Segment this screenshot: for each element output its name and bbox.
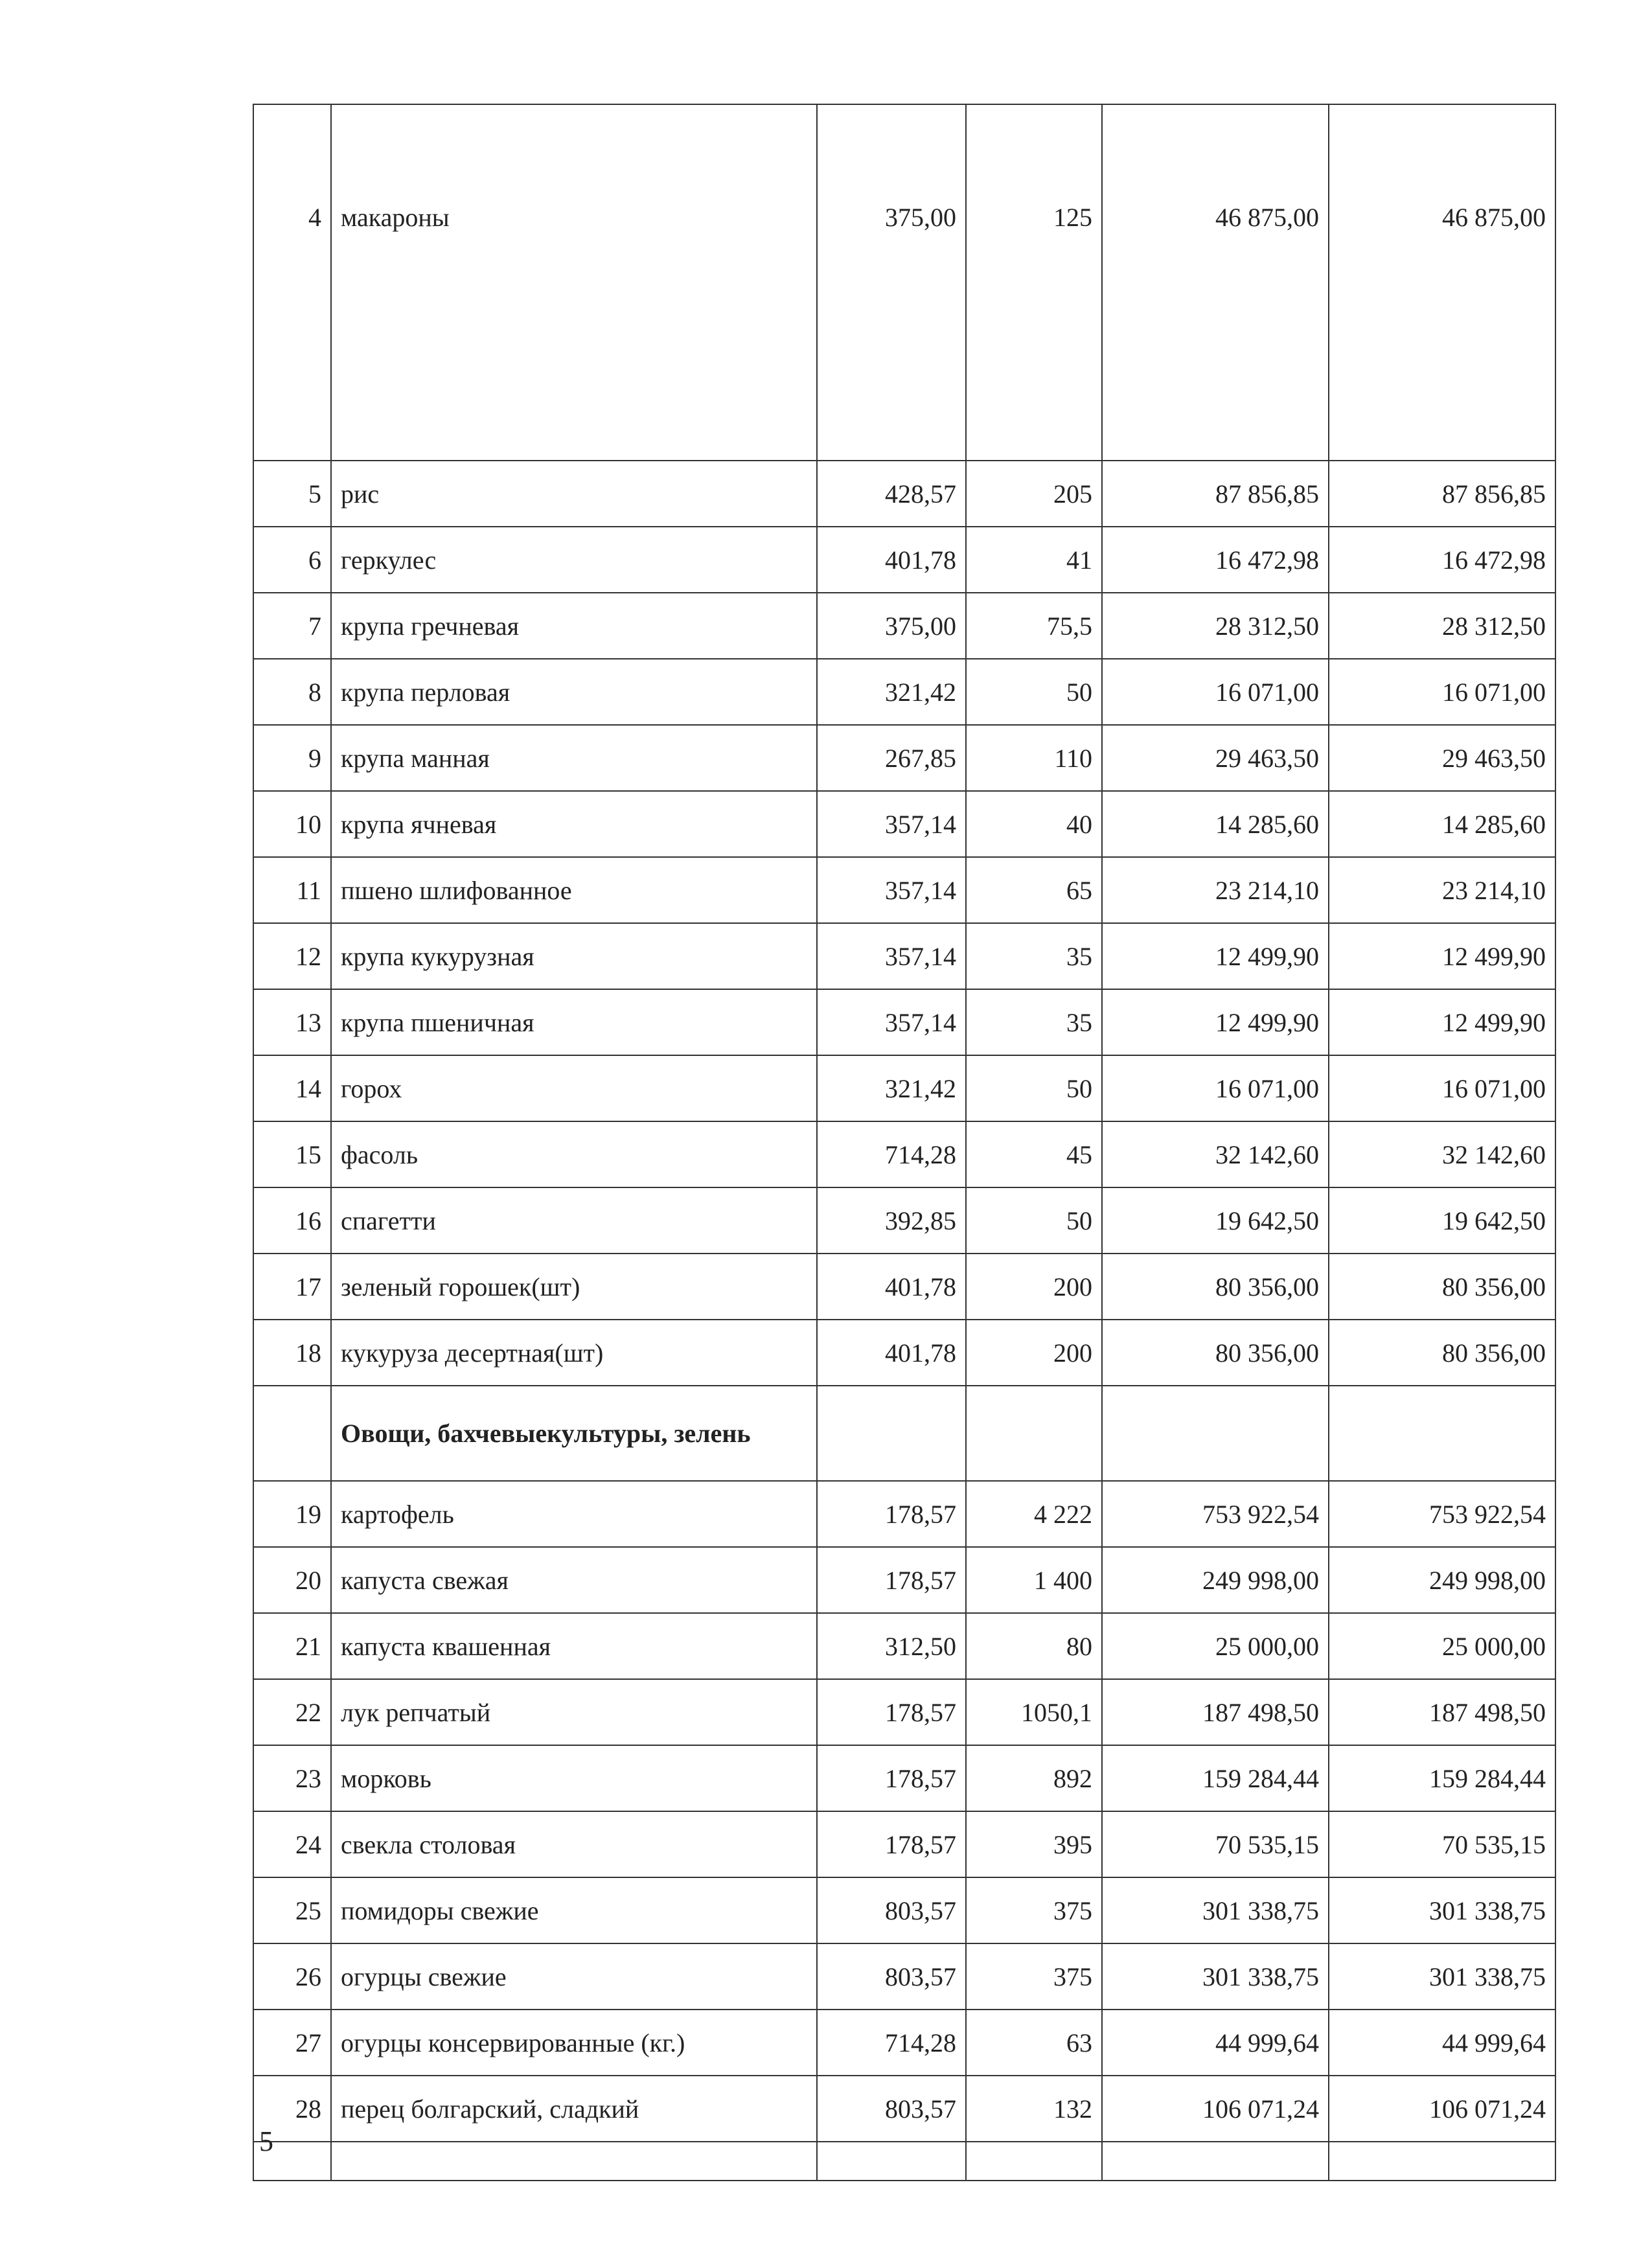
amount: 87 856,85: [1102, 461, 1329, 527]
quantity: 205: [966, 461, 1102, 527]
row-number: 26: [253, 1943, 331, 2010]
amount-total: 16 071,00: [1329, 1055, 1555, 1121]
item-name: лук репчатый: [331, 1679, 817, 1745]
unit-price: 375,00: [817, 104, 966, 461]
amount: 159 284,44: [1102, 1745, 1329, 1811]
amount-total: 44 999,64: [1329, 2010, 1555, 2076]
row-number: 27: [253, 2010, 331, 2076]
item-name: картофель: [331, 1481, 817, 1547]
amount: 12 499,90: [1102, 923, 1329, 989]
amount-total: 16 472,98: [1329, 527, 1555, 593]
row-number: 5: [253, 461, 331, 527]
unit-price: 401,78: [817, 1320, 966, 1386]
unit-price: 357,14: [817, 989, 966, 1055]
row-number: 12: [253, 923, 331, 989]
item-name: крупа кукурузная: [331, 923, 817, 989]
table-row: [253, 659, 1555, 725]
amount-total: 29 463,50: [1329, 725, 1555, 791]
quantity: 125: [966, 104, 1102, 461]
unit-price: 401,78: [817, 527, 966, 593]
item-name: огурцы консервированные (кг.): [331, 2010, 817, 2076]
amount: 29 463,50: [1102, 725, 1329, 791]
amount-total: 12 499,90: [1329, 923, 1555, 989]
quantity: 65: [966, 857, 1102, 923]
amount-total: 25 000,00: [1329, 1613, 1555, 1679]
amount-total: 23 214,10: [1329, 857, 1555, 923]
unit-price: 714,28: [817, 1121, 966, 1187]
table-row: [253, 1254, 1555, 1320]
amount-total: 301 338,75: [1329, 1943, 1555, 2010]
table-footer-gap: [253, 2142, 1555, 2181]
unit-price: 312,50: [817, 1613, 966, 1679]
amount: 23 214,10: [1102, 857, 1329, 923]
item-name: спагетти: [331, 1187, 817, 1254]
section-row: [253, 1386, 1555, 1481]
quantity: 40: [966, 791, 1102, 857]
amount-total: 301 338,75: [1329, 1877, 1555, 1943]
unit-price: 178,57: [817, 1811, 966, 1877]
item-name: свекла столовая: [331, 1811, 817, 1877]
row-number: 9: [253, 725, 331, 791]
amount-total: 80 356,00: [1329, 1254, 1555, 1320]
unit-price: 714,28: [817, 2010, 966, 2076]
unit-price: 401,78: [817, 1254, 966, 1320]
amount-total: 12 499,90: [1329, 989, 1555, 1055]
row-number: 13: [253, 989, 331, 1055]
table-row: [253, 1320, 1555, 1386]
item-name: огурцы свежие: [331, 1943, 817, 2010]
unit-price: 357,14: [817, 857, 966, 923]
amount-total: 187 498,50: [1329, 1679, 1555, 1745]
table-row: [253, 1613, 1555, 1679]
row-number: 20: [253, 1547, 331, 1613]
amount: 80 356,00: [1102, 1320, 1329, 1386]
page-number: 5: [259, 2125, 273, 2157]
quantity: 50: [966, 659, 1102, 725]
item-name: помидоры свежие: [331, 1877, 817, 1943]
quantity: 35: [966, 923, 1102, 989]
row-number: 8: [253, 659, 331, 725]
table-row: [253, 725, 1555, 791]
section-blank: [817, 1386, 966, 1481]
amount: 16 071,00: [1102, 1055, 1329, 1121]
table-row: [253, 104, 1555, 461]
unit-price: 428,57: [817, 461, 966, 527]
amount-total: 14 285,60: [1329, 791, 1555, 857]
row-number: 28: [253, 2076, 331, 2142]
item-name: крупа пшеничная: [331, 989, 817, 1055]
amount: 19 642,50: [1102, 1187, 1329, 1254]
amount-total: 70 535,15: [1329, 1811, 1555, 1877]
amount-total: 46 875,00: [1329, 104, 1555, 461]
blank-cell: [331, 2142, 817, 2181]
row-number: 18: [253, 1320, 331, 1386]
unit-price: 321,42: [817, 659, 966, 725]
row-number: 24: [253, 1811, 331, 1877]
table-row: [253, 1811, 1555, 1877]
unit-price: 357,14: [817, 791, 966, 857]
table-row: [253, 461, 1555, 527]
item-name: кукуруза десертная(шт): [331, 1320, 817, 1386]
table-row: [253, 2076, 1555, 2142]
table-row: [253, 2010, 1555, 2076]
item-name: фасоль: [331, 1121, 817, 1187]
amount: 301 338,75: [1102, 1877, 1329, 1943]
table-row: [253, 1943, 1555, 2010]
table-row: [253, 1745, 1555, 1811]
row-number: 4: [253, 104, 331, 461]
quantity: 45: [966, 1121, 1102, 1187]
amount: 106 071,24: [1102, 2076, 1329, 2142]
table-row: [253, 1547, 1555, 1613]
amount: 46 875,00: [1102, 104, 1329, 461]
item-name: макароны: [331, 104, 817, 461]
amount-total: 16 071,00: [1329, 659, 1555, 725]
item-name: крупа гречневая: [331, 593, 817, 659]
quantity: 63: [966, 2010, 1102, 2076]
section-heading: Овощи, бахчевыекультуры, зелень: [331, 1386, 817, 1481]
blank-cell: [1329, 2142, 1555, 2181]
row-number: 22: [253, 1679, 331, 1745]
amount: 70 535,15: [1102, 1811, 1329, 1877]
amount-total: 159 284,44: [1329, 1745, 1555, 1811]
quantity: 200: [966, 1254, 1102, 1320]
item-name: горох: [331, 1055, 817, 1121]
quantity: 1050,1: [966, 1679, 1102, 1745]
amount: 16 472,98: [1102, 527, 1329, 593]
unit-price: 267,85: [817, 725, 966, 791]
quantity: 80: [966, 1613, 1102, 1679]
unit-price: 178,57: [817, 1745, 966, 1811]
quantity: 75,5: [966, 593, 1102, 659]
quantity: 1 400: [966, 1547, 1102, 1613]
row-number: 15: [253, 1121, 331, 1187]
quantity: 50: [966, 1055, 1102, 1121]
table-row: [253, 1877, 1555, 1943]
amount: 12 499,90: [1102, 989, 1329, 1055]
item-name: крупа манная: [331, 725, 817, 791]
unit-price: 178,57: [817, 1547, 966, 1613]
table-row: [253, 791, 1555, 857]
row-number: 7: [253, 593, 331, 659]
quantity: 200: [966, 1320, 1102, 1386]
row-number: 21: [253, 1613, 331, 1679]
table-row: [253, 857, 1555, 923]
row-number: 19: [253, 1481, 331, 1547]
table-row: [253, 527, 1555, 593]
amount: 28 312,50: [1102, 593, 1329, 659]
row-number: 25: [253, 1877, 331, 1943]
row-number: 10: [253, 791, 331, 857]
quantity: 132: [966, 2076, 1102, 2142]
table-row: [253, 593, 1555, 659]
table-row: [253, 989, 1555, 1055]
amount: 301 338,75: [1102, 1943, 1329, 2010]
section-blank: [1102, 1386, 1329, 1481]
quantity: 41: [966, 527, 1102, 593]
row-number: 14: [253, 1055, 331, 1121]
blank-cell: [1102, 2142, 1329, 2181]
quantity: 4 222: [966, 1481, 1102, 1547]
unit-price: 321,42: [817, 1055, 966, 1121]
section-blank: [1329, 1386, 1555, 1481]
unit-price: 803,57: [817, 1877, 966, 1943]
item-name: перец болгарский, сладкий: [331, 2076, 817, 2142]
amount-total: 106 071,24: [1329, 2076, 1555, 2142]
unit-price: 357,14: [817, 923, 966, 989]
section-blank: [253, 1386, 331, 1481]
amount: 44 999,64: [1102, 2010, 1329, 2076]
amount: 32 142,60: [1102, 1121, 1329, 1187]
item-name: геркулес: [331, 527, 817, 593]
amount-total: 32 142,60: [1329, 1121, 1555, 1187]
quantity: 892: [966, 1745, 1102, 1811]
table-row: [253, 923, 1555, 989]
quantity: 375: [966, 1877, 1102, 1943]
amount: 753 922,54: [1102, 1481, 1329, 1547]
row-number: 17: [253, 1254, 331, 1320]
amount-total: 19 642,50: [1329, 1187, 1555, 1254]
row-number: 23: [253, 1745, 331, 1811]
amount-total: 249 998,00: [1329, 1547, 1555, 1613]
quantity: 35: [966, 989, 1102, 1055]
item-name: морковь: [331, 1745, 817, 1811]
price-table: [253, 104, 1556, 2181]
item-name: зеленый горошек(шт): [331, 1254, 817, 1320]
amount-total: 80 356,00: [1329, 1320, 1555, 1386]
blank-cell: [817, 2142, 966, 2181]
item-name: пшено шлифованное: [331, 857, 817, 923]
amount: 25 000,00: [1102, 1613, 1329, 1679]
item-name: крупа ячневая: [331, 791, 817, 857]
unit-price: 178,57: [817, 1679, 966, 1745]
blank-cell: [966, 2142, 1102, 2181]
item-name: капуста свежая: [331, 1547, 817, 1613]
table-row: [253, 1679, 1555, 1745]
unit-price: 392,85: [817, 1187, 966, 1254]
item-name: капуста квашенная: [331, 1613, 817, 1679]
quantity: 395: [966, 1811, 1102, 1877]
amount: 16 071,00: [1102, 659, 1329, 725]
amount-total: 28 312,50: [1329, 593, 1555, 659]
table-row: [253, 1121, 1555, 1187]
table-row: [253, 1481, 1555, 1547]
amount-total: 753 922,54: [1329, 1481, 1555, 1547]
amount: 14 285,60: [1102, 791, 1329, 857]
item-name: крупа перловая: [331, 659, 817, 725]
unit-price: 803,57: [817, 1943, 966, 2010]
quantity: 110: [966, 725, 1102, 791]
amount: 80 356,00: [1102, 1254, 1329, 1320]
row-number: 6: [253, 527, 331, 593]
table-row: [253, 1187, 1555, 1254]
amount-total: 87 856,85: [1329, 461, 1555, 527]
table-row: [253, 1055, 1555, 1121]
row-number: 16: [253, 1187, 331, 1254]
quantity: 50: [966, 1187, 1102, 1254]
amount: 187 498,50: [1102, 1679, 1329, 1745]
amount: 249 998,00: [1102, 1547, 1329, 1613]
unit-price: 178,57: [817, 1481, 966, 1547]
unit-price: 375,00: [817, 593, 966, 659]
quantity: 375: [966, 1943, 1102, 2010]
unit-price: 803,57: [817, 2076, 966, 2142]
item-name: рис: [331, 461, 817, 527]
row-number: 11: [253, 857, 331, 923]
section-blank: [966, 1386, 1102, 1481]
